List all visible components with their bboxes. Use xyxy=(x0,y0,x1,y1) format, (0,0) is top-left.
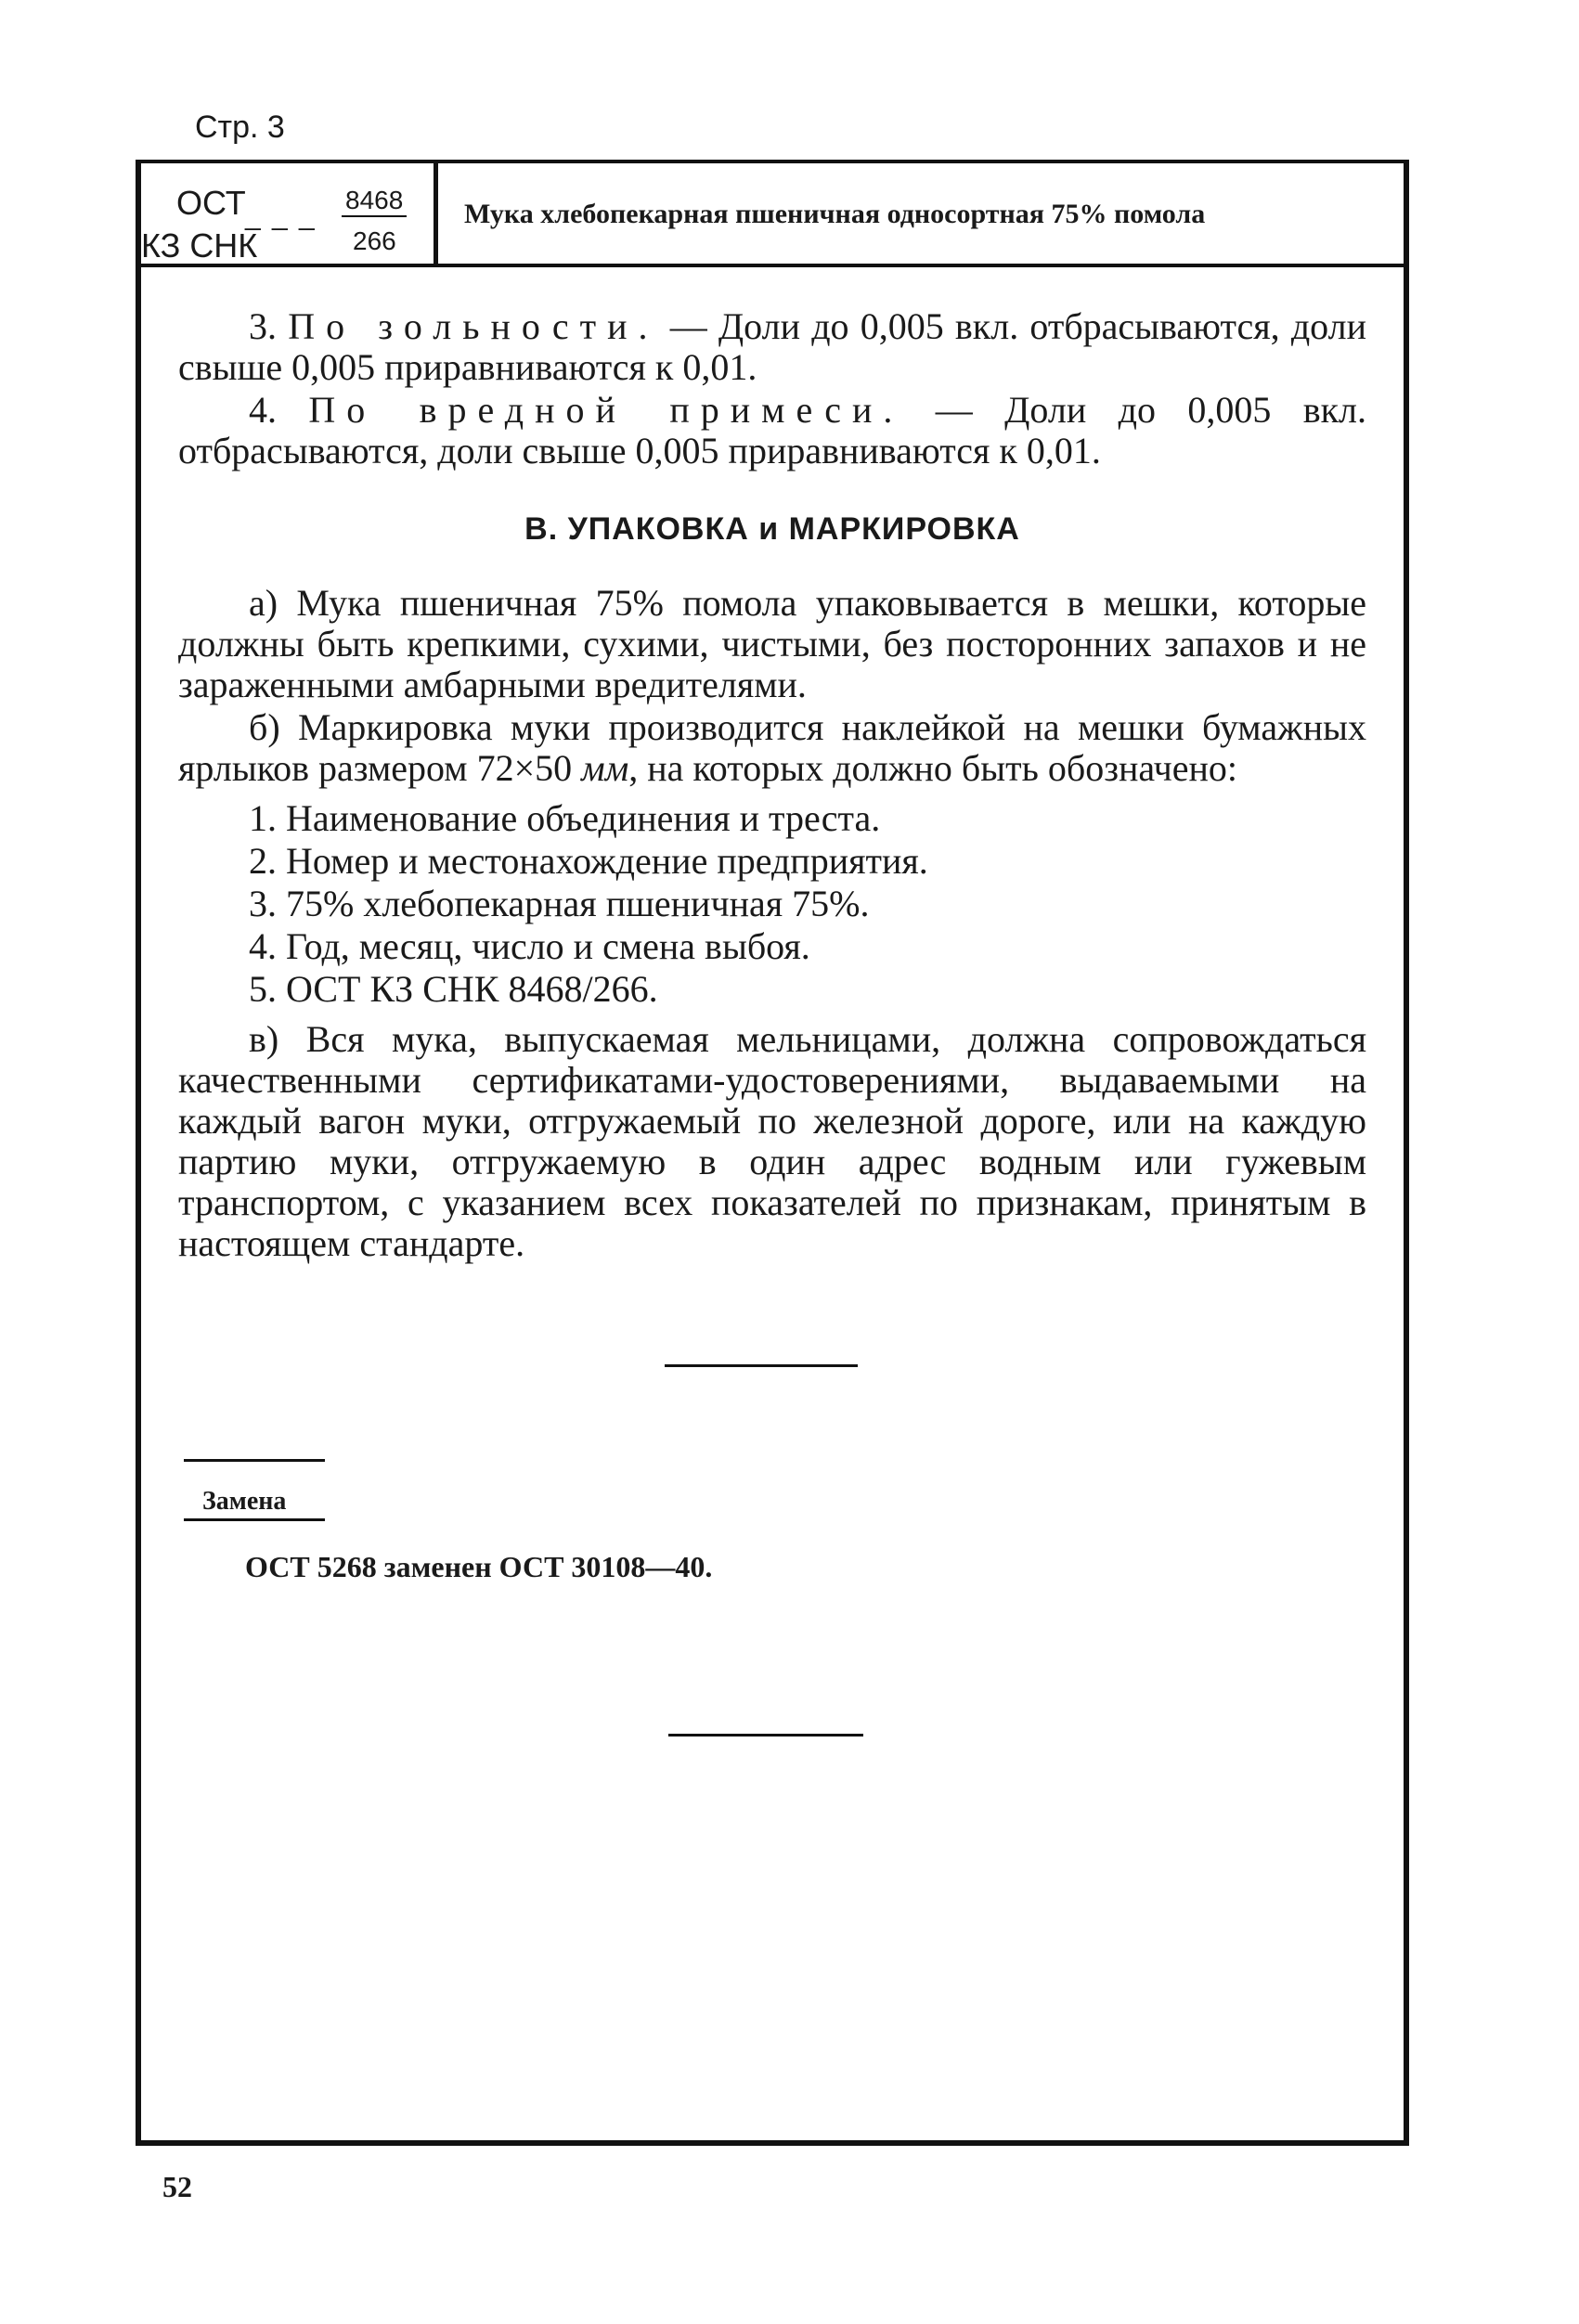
rounding-ash xyxy=(178,306,1366,388)
list-item: 4. Год, месяц, число и смена выбоя. xyxy=(249,925,810,967)
standard-code xyxy=(141,163,438,264)
list-item: 1. Наименование объединения и треста. xyxy=(249,797,881,839)
page-number: 52 xyxy=(162,2170,192,2203)
rounding-text: — Доли до 0,005 вкл. отбрасываются, доли свыше 0,005 приравниваются к 0,01. xyxy=(178,389,1367,471)
packing-v: в) Вся мука, выпускаемая мельницами, должна сопровождаться качественными сертификатами-удостоверениями, выдаваемыми на каждый вагон муки, отгружаемый по железной дороге, или на каждую партию муки, отгружаемую в один адрес водным или гужевым транспортом, с указанием всех показателей по признакам, принятым в настоящем стандарте. xyxy=(178,1018,1366,1264)
zamena-title: Замена xyxy=(202,1487,287,1516)
list-item: 2. Номер и местонахождение предприятия. xyxy=(249,840,928,882)
packing-b xyxy=(178,707,1366,789)
zamena-rule-bottom xyxy=(184,1518,325,1521)
code-ost: ОСТ xyxy=(176,184,246,222)
document-title: Мука хлебопекарная пшеничная односортная 75% помола xyxy=(464,199,1206,229)
packing-b-tail: , на которых должно быть обозначено: xyxy=(628,747,1237,789)
packing-b-unit: мм xyxy=(581,747,629,789)
marking-list xyxy=(178,798,1366,1010)
section-title: В. УПАКОВКА и МАРКИРОВКА xyxy=(524,511,1020,547)
document-header xyxy=(141,163,1404,267)
list-item: 5. ОСТ КЗ СНК 8468/266. xyxy=(249,968,658,1010)
rounding-text: — Доли до 0,005 вкл. отбрасываются, доли свыше 0,005 приравниваются к 0,01. xyxy=(178,305,1367,388)
divider xyxy=(668,1734,863,1737)
zamena-rule-top xyxy=(184,1459,325,1462)
packing-b-intro: б) Маркировка муки производится наклейкой на мешки бумажных ярлыков размером 72×50 xyxy=(178,706,1366,789)
rounding-term: По зольности. xyxy=(288,305,659,347)
list-item: 3. 75% хлебопекарная пшеничная 75%. xyxy=(249,883,870,924)
code-org: КЗ СНК xyxy=(141,226,258,265)
document-body xyxy=(178,306,1366,1264)
rounding-num: 3. xyxy=(249,305,277,347)
code-dash: _ _ _ xyxy=(245,200,317,231)
divider xyxy=(665,1364,858,1367)
page-label: Стр. 3 xyxy=(195,110,285,145)
code-numerator: 8468 xyxy=(342,186,407,217)
code-denominator: 266 xyxy=(353,226,396,255)
rounding-term: По вредной примеси. xyxy=(308,389,904,431)
packing-a: а) Мука пшеничная 75% помола упаковывается в мешки, которые должны быть крепкими, сухими, чистыми, без посторонних запахов и не зараженными амбарными вредителями. xyxy=(178,582,1366,705)
zamena-text: ОСТ 5268 заменен ОСТ 30108—40. xyxy=(245,1550,713,1583)
rounding-num: 4. xyxy=(249,389,277,431)
rounding-impurity xyxy=(178,390,1366,471)
